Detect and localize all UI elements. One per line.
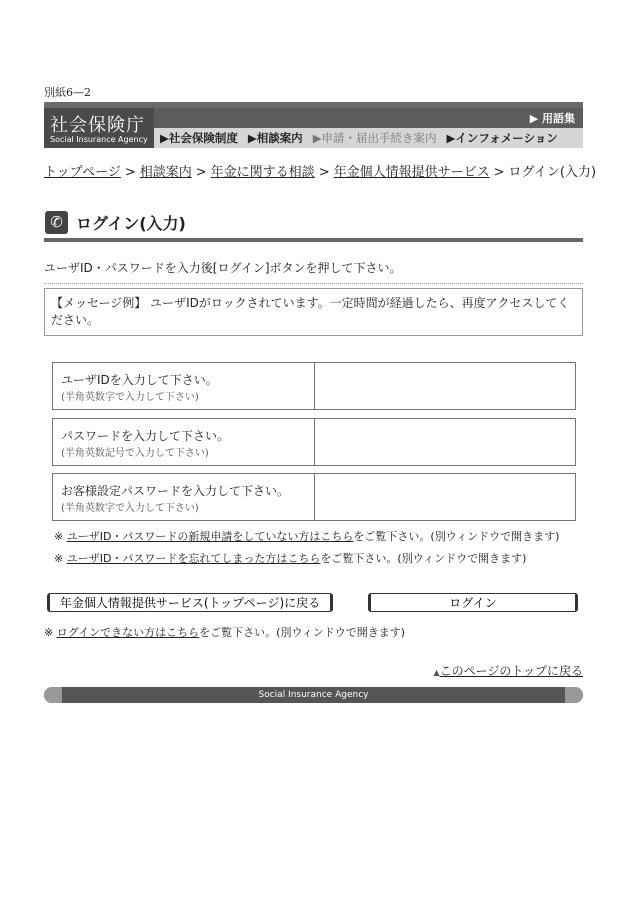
custom-password-label-text: お客様設定パスワードを入力して下さい。 [61, 484, 290, 498]
nav-information[interactable]: ▶インフォメーション [446, 131, 558, 145]
header-top-bar [154, 108, 583, 128]
title-underline [44, 238, 583, 242]
login-button[interactable]: ログイン [368, 593, 578, 612]
triangle-up-icon: ▲ [433, 668, 440, 677]
custom-password-input[interactable] [324, 474, 579, 522]
user-id-label-text: ユーザIDを入力して下さい。 [61, 373, 218, 387]
footer-text: Social Insurance Agency [258, 690, 369, 700]
breadcrumb-sep: > [493, 165, 505, 180]
note-mark: ※ [54, 530, 64, 543]
divider [44, 283, 583, 284]
password-row [52, 418, 576, 466]
nav-consultation[interactable]: ▶相談案内 [247, 131, 303, 145]
page-top-link-wrap [433, 662, 583, 679]
breadcrumb-sep: > [318, 165, 330, 180]
breadcrumb-current: ログイン(入力) [508, 165, 597, 180]
breadcrumb-sep: > [195, 165, 207, 180]
phone-icon: ✆ [45, 211, 68, 234]
breadcrumb-sep: > [124, 165, 136, 180]
breadcrumb [44, 161, 596, 180]
site-header [44, 102, 583, 148]
custom-password-row [52, 473, 576, 521]
user-id-row [52, 362, 576, 410]
footer-bar [44, 687, 583, 703]
nav-social-insurance[interactable]: ▶社会保険制度 [160, 131, 238, 145]
cannot-login-link[interactable]: ログインできない方はこちら [56, 626, 200, 639]
password-label [53, 419, 315, 465]
page-top-link[interactable]: このページのトップに戻る [439, 664, 583, 678]
instruction-text: ユーザID・パスワードを入力後[ログイン]ボタンを押して下さい。 [44, 261, 402, 275]
breadcrumb-pension-consultation[interactable]: 年金に関する相談 [210, 165, 315, 180]
breadcrumb-consultation[interactable]: 相談案内 [139, 165, 192, 180]
note-mark: ※ [54, 552, 64, 565]
password-input[interactable] [324, 419, 579, 467]
message-box: 【メッセージ例】 ユーザIDがロックされています。一定時間が経過したら、再度アクセスしてください。 [44, 288, 583, 336]
note-new-application [54, 528, 559, 544]
note-text: をご覧下さい。(別ウィンドウで開きます) [353, 530, 560, 543]
document-label: 別紙6—2 [44, 86, 91, 99]
new-application-link[interactable]: ユーザID・パスワードの新規申請をしていない方はこちら [66, 530, 354, 543]
logo-text-jp: 社会保険庁 [50, 115, 145, 136]
breadcrumb-top[interactable]: トップページ [44, 165, 121, 180]
password-hint: (半角英数記号で入力して下さい) [61, 448, 209, 459]
custom-password-hint: (半角英数字で入力して下さい) [61, 503, 199, 514]
glossary-link[interactable]: ▶ 用語集 [529, 112, 575, 125]
custom-password-label [53, 474, 315, 520]
password-label-text: パスワードを入力して下さい。 [61, 429, 230, 443]
back-to-top-page-button[interactable]: 年金個人情報提供サービス(トップページ)に戻る [47, 593, 333, 612]
user-id-label [53, 363, 315, 409]
main-nav [160, 130, 558, 146]
breadcrumb-pension-info-service[interactable]: 年金個人情報提供サービス [333, 165, 490, 180]
agency-logo[interactable] [44, 108, 154, 148]
note-text: をご覧下さい。(別ウィンドウで開きます) [320, 552, 527, 565]
note-mark: ※ [44, 626, 54, 639]
page-title: ログイン(入力) [76, 214, 186, 233]
user-id-input[interactable] [324, 363, 579, 411]
logo-text-en: Social Insurance Agency [50, 135, 148, 144]
user-id-hint: (半角英数字で入力して下さい) [61, 392, 199, 403]
forgot-credentials-link[interactable]: ユーザID・パスワードを忘れてしまった方はこちら [66, 552, 321, 565]
note-forgot [54, 550, 526, 566]
note-cannot-login [44, 624, 405, 640]
nav-procedures[interactable]: ▶申請・届出手続き案内 [312, 131, 437, 145]
note-text: をご覧下さい。(別ウィンドウで開きます) [199, 626, 406, 639]
